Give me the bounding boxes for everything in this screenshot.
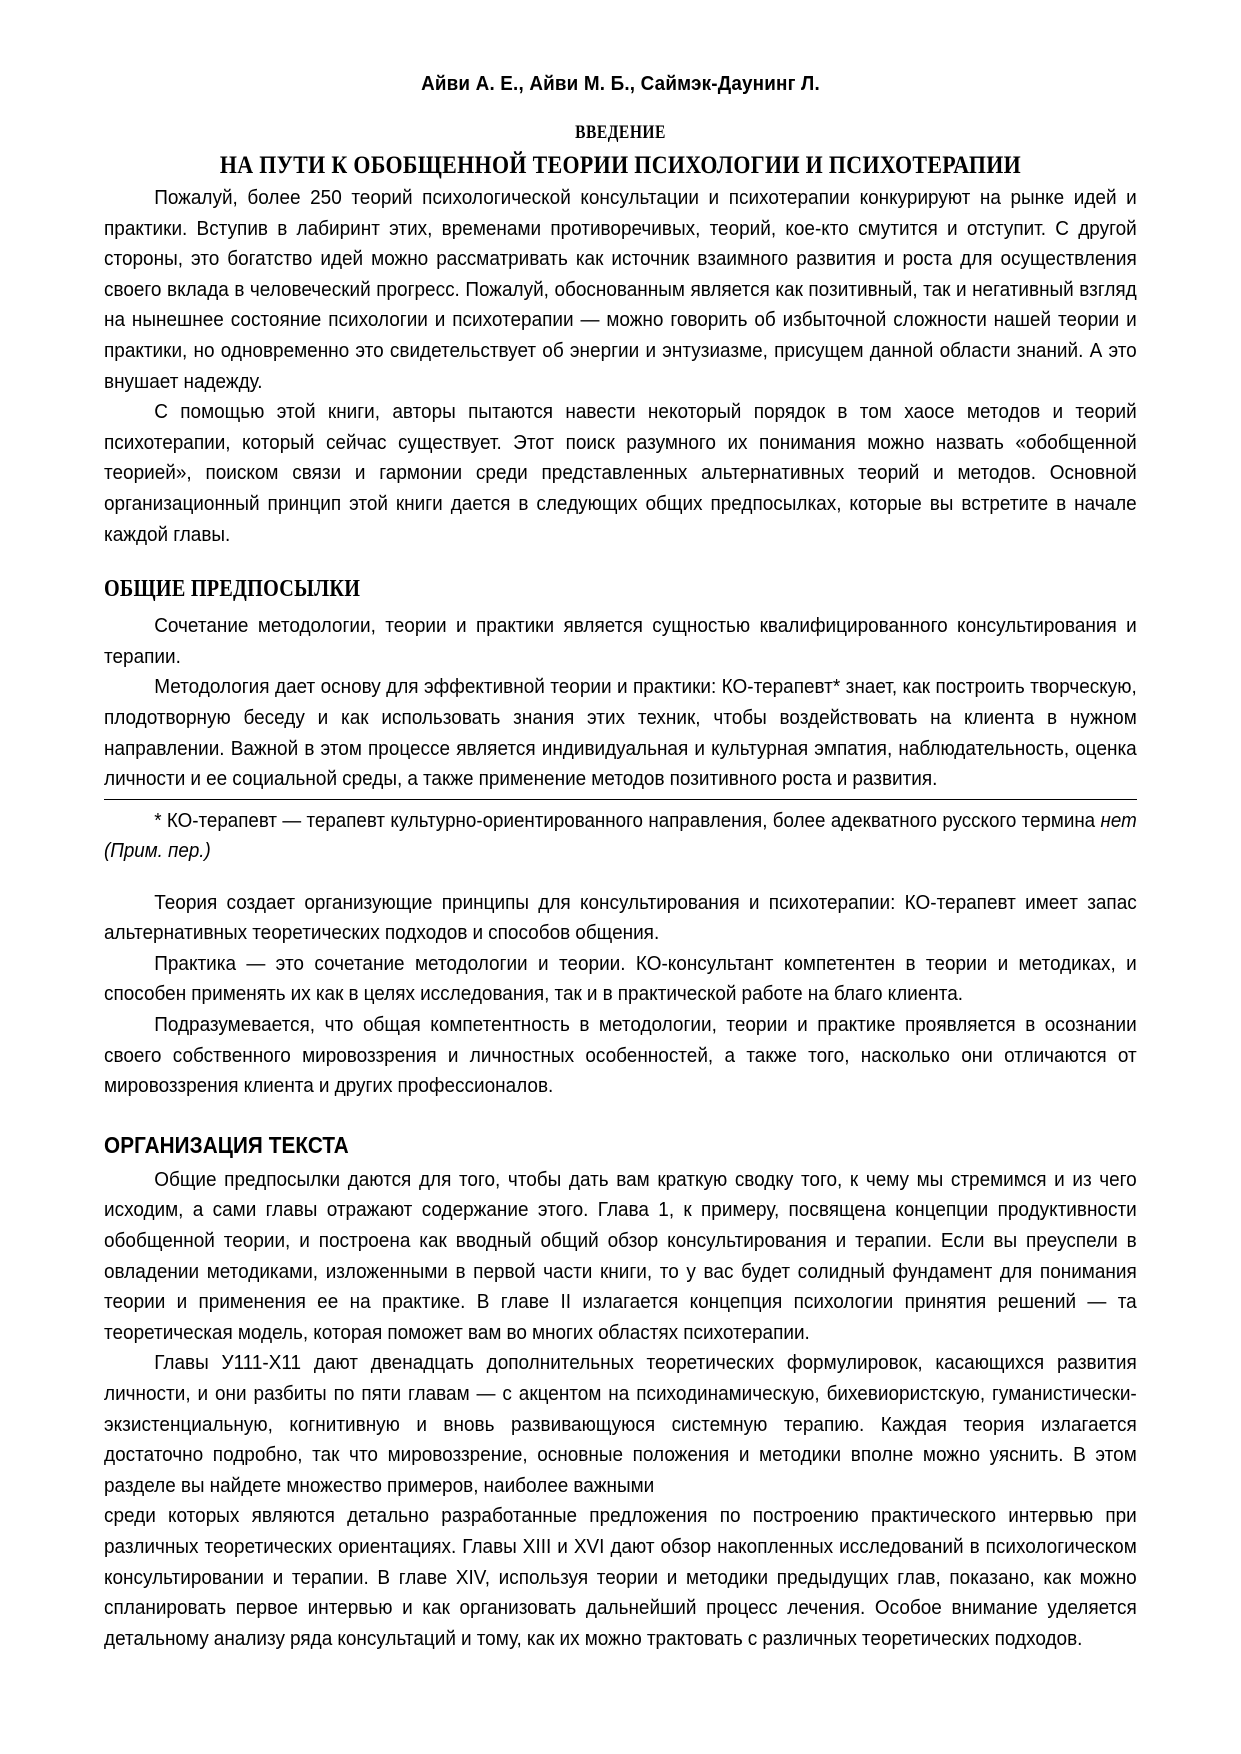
footnote-italic-note: нет (Прим. пер.): [104, 809, 1137, 862]
premises-paragraph-3: Теория создает организующие принципы для консультирования и психотерапии: КО-терапевт имеет запас альтернативных теоретических подходов и способов общения.: [104, 891, 1137, 945]
premises-paragraph-1: Сочетание методологии, теории и практики является сущностью квалифицированного консультирования и терапии.: [104, 615, 1137, 668]
organization-paragraph-2: Главы У111-Х11 дают двенадцать дополнительных теоретических формулировок, касающихся развития личности, и они разбиты по пяти главам — с акцентом на психодинамическую, бихевиористскую, гуманистически-экзистенциальную, когнитивную и вновь развивающуюся системную терапию. Каждая теория излагается достаточно подробно, так что мировоззрение, основные положения и методики вполне можно уяснить. В этом разделе вы найдете множество примеров, наиболее важными: [104, 1352, 1137, 1497]
heading-general-premises: ОБЩИЕ ПРЕДПОСЫЛКИ: [104, 576, 361, 603]
spacer-after-footnote: [104, 866, 1137, 888]
intro-paragraph-1: Пожалуй, более 250 теорий психологической консультации и психотерапии конкурируют на рынке идей и практики. Вступив в лабиринт этих, временами противоречивых, теорий, кое-кто смутится и отступит. С другой стороны, это богатство идей можно рассматривать как источник взаимного развития и роста для осуществления своего вклада в человеческий прогресс. Пожалуй, обоснованным является как позитивный, так и негативный взгляд на нынешнее состояние психологии и психотерапии — можно говорить об избыточной сложности нашей теории и практики, но одновременно это свидетельствует об энергии и энтузиазме, присущем данной области знаний. А это внушает надежду.: [104, 187, 1137, 393]
authors-line: Айви А. Е., Айви М. Б., Саймэк-Даунинг Л.: [421, 72, 820, 95]
footnote-text: * КО-терапевт — терапевт культурно-ориентированного направления, более адекватного русского термина: [154, 809, 1101, 832]
intro-paragraph-2: С помощью этой книги, авторы пытаются навести некоторый порядок в том хаосе методов и теорий психотерапии, который сейчас существует. Этот поиск разумного их понимания можно назвать «обобщенной теорией», поиском связи и гармонии среди представленных альтернативных теорий и методов. Основной организационный принцип этой книги дается в следующих общих предпосылках, которые вы встретите в начале каждой главы.: [104, 401, 1137, 546]
premises-paragraph-4: Практика — это сочетание методологии и теории. КО-консультант компетентен в теории и методиках, и способен применять их как в целях исследования, так и в практической работе на благо клиента.: [104, 952, 1137, 1006]
page-title: НА ПУТИ К ОБОБЩЕННОЙ ТЕОРИИ ПСИХОЛОГИИ И ПСИХОТЕРАПИИ: [219, 150, 1022, 179]
organization-paragraph-3: среди которых являются детально разработанные предложения по построению практического интервью при различных теоретических ориентациях. Главы XIII и XVI дают обзор накопленных исследований в психологическом консультировании и терапии. В главе XIV, используя теории и методики предыдущих глав, показано, как можно спланировать первое интервью и как организовать дальнейший процесс лечения. Особое внимание уделяется детальному анализу ряда консультаций и тому, как их можно трактовать с различных теоретических подходов.: [104, 1505, 1137, 1650]
organization-paragraph-1: Общие предпосылки даются для того, чтобы дать вам краткую сводку того, к чему мы стремимся и из чего исходим, а сами главы отражают содержание этого. Глава 1, к примеру, посвящена концепции продуктивности обобщенной теории, и построена как вводный общий обзор консультирования и терапии. Если вы преуспели в овладении методиками, изложенными в первой части книги, то у вас будет солидный фундамент для понимания теории и применения ее на практике. В главе II излагается концепция психологии принятия решений — та теоретическая модель, которая поможет вам во многих областях психотерапии.: [104, 1168, 1137, 1344]
premises-paragraph-2: Методология дает основу для эффективной теории и практики: КО-терапевт* знает, как построить творческую, плодотворную беседу и как использовать знания этих техник, чтобы воздействовать на клиента в нужном направлении. Важной в этом процессе является индивидуальная и культурная эмпатия, наблюдательность, оценка личности и ее социальной среды, а также применение методов позитивного роста и развития.: [104, 676, 1137, 791]
footnote-separator: [104, 799, 1137, 800]
heading-text-organization: ОРГАНИЗАЦИЯ ТЕКСТА: [104, 1131, 349, 1158]
premises-paragraph-5: Подразумевается, что общая компетентность в методологии, теории и практике проявляется в осознании своего собственного мировоззрения и личностных особенностей, а также того, насколько они отличаются от мировоззрения клиента и других профессионалов.: [104, 1014, 1137, 1098]
footnote-ko-therapist: [104, 806, 1137, 866]
section-label-introduction: ВВЕДЕНИЕ: [575, 122, 666, 143]
